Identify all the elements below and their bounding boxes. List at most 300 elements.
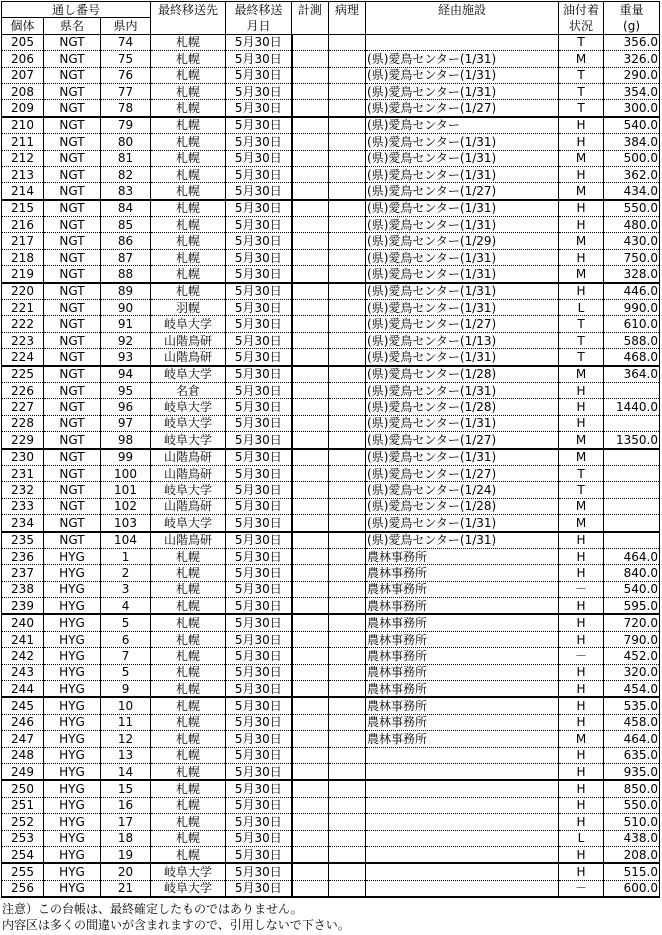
cell-transfer-date: 5月30日 bbox=[226, 332, 292, 348]
cell-pathology bbox=[329, 51, 366, 67]
cell-transfer-date: 5月30日 bbox=[226, 532, 292, 549]
cell-final-destination: 札幌 bbox=[151, 581, 226, 597]
cell-transfer-date: 5月30日 bbox=[226, 283, 292, 300]
cell-in-prefecture-no: 104 bbox=[101, 532, 151, 549]
cell-final-destination: 札幌 bbox=[151, 217, 226, 233]
cell-weight: 468.0 bbox=[604, 349, 660, 366]
cell-oil-status: H bbox=[559, 797, 604, 813]
cell-individual-no: 251 bbox=[2, 797, 44, 813]
cell-individual-no: 253 bbox=[2, 830, 44, 846]
cell-in-prefecture-no: 86 bbox=[101, 233, 151, 249]
cell-measurement bbox=[292, 648, 329, 664]
cell-transfer-date: 5月30日 bbox=[226, 648, 292, 664]
cell-in-prefecture-no: 81 bbox=[101, 150, 151, 166]
cell-oil-status: H bbox=[559, 681, 604, 698]
cell-via-facility bbox=[366, 880, 559, 897]
note-line-2: 内容区は多くの間違いが含まれますので、引用しないで下さい。 bbox=[2, 918, 350, 932]
cell-oil-status: H bbox=[559, 217, 604, 233]
cell-via-facility bbox=[366, 747, 559, 763]
cell-oil-status: － bbox=[559, 581, 604, 597]
table-row bbox=[2, 134, 660, 150]
cell-pathology bbox=[329, 581, 366, 597]
cell-via-facility: 農林事務所 bbox=[366, 598, 559, 615]
cell-in-prefecture-no: 1 bbox=[101, 548, 151, 564]
cell-via-facility: (県)愛鳥センター(1/31) bbox=[366, 532, 559, 549]
cell-via-facility: 農林事務所 bbox=[366, 631, 559, 647]
cell-final-destination: 山階鳥研 bbox=[151, 465, 226, 481]
cell-final-destination: 札幌 bbox=[151, 249, 226, 265]
cell-in-prefecture-no: 82 bbox=[101, 166, 151, 182]
cell-pathology bbox=[329, 300, 366, 316]
header-measurement: 計測 bbox=[292, 2, 329, 18]
cell-pathology bbox=[329, 100, 366, 117]
cell-transfer-date: 5月30日 bbox=[226, 631, 292, 647]
cell-via-facility bbox=[366, 814, 559, 830]
cell-oil-status: H bbox=[559, 714, 604, 730]
table-row bbox=[2, 763, 660, 780]
cell-prefecture: NGT bbox=[44, 100, 101, 117]
cell-weight bbox=[604, 498, 660, 514]
cell-final-destination: 札幌 bbox=[151, 664, 226, 680]
cell-oil-status: H bbox=[559, 283, 604, 300]
cell-pathology bbox=[329, 664, 366, 680]
cell-measurement bbox=[292, 283, 329, 300]
table-row bbox=[2, 349, 660, 366]
cell-individual-no: 250 bbox=[2, 780, 44, 797]
cell-in-prefecture-no: 101 bbox=[101, 482, 151, 498]
cell-prefecture: HYG bbox=[44, 697, 101, 714]
cell-pathology bbox=[329, 465, 366, 481]
cell-transfer-date: 5月30日 bbox=[226, 117, 292, 134]
cell-individual-no: 215 bbox=[2, 200, 44, 217]
cell-prefecture: NGT bbox=[44, 515, 101, 532]
table-row bbox=[2, 300, 660, 316]
cell-final-destination: 岐阜大学 bbox=[151, 515, 226, 532]
cell-in-prefecture-no: 84 bbox=[101, 200, 151, 217]
cell-pathology bbox=[329, 134, 366, 150]
cell-pathology bbox=[329, 614, 366, 631]
cell-measurement bbox=[292, 67, 329, 83]
cell-measurement bbox=[292, 34, 329, 50]
cell-measurement bbox=[292, 548, 329, 564]
cell-weight: 384.0 bbox=[604, 134, 660, 150]
table-row bbox=[2, 100, 660, 117]
cell-final-destination: 札幌 bbox=[151, 648, 226, 664]
cell-pathology bbox=[329, 565, 366, 581]
cell-prefecture: HYG bbox=[44, 814, 101, 830]
cell-individual-no: 234 bbox=[2, 515, 44, 532]
cell-oil-status: M bbox=[559, 731, 604, 747]
table-row bbox=[2, 648, 660, 664]
cell-final-destination: 札幌 bbox=[151, 846, 226, 863]
cell-oil-status: H bbox=[559, 598, 604, 615]
cell-prefecture: NGT bbox=[44, 51, 101, 67]
cell-pathology bbox=[329, 631, 366, 647]
cell-in-prefecture-no: 100 bbox=[101, 465, 151, 481]
cell-weight: 1350.0 bbox=[604, 432, 660, 449]
cell-via-facility: (県)愛鳥センター(1/27) bbox=[366, 100, 559, 117]
cell-prefecture: NGT bbox=[44, 233, 101, 249]
cell-via-facility bbox=[366, 797, 559, 813]
table-row bbox=[2, 117, 660, 134]
cell-measurement bbox=[292, 681, 329, 698]
cell-final-destination: 岐阜大学 bbox=[151, 482, 226, 498]
cell-pathology bbox=[329, 780, 366, 797]
cell-via-facility: 農林事務所 bbox=[366, 581, 559, 597]
cell-prefecture: NGT bbox=[44, 134, 101, 150]
cell-in-prefecture-no: 103 bbox=[101, 515, 151, 532]
cell-weight: 356.0 bbox=[604, 34, 660, 50]
cell-in-prefecture-no: 20 bbox=[101, 863, 151, 880]
cell-transfer-date: 5月30日 bbox=[226, 382, 292, 398]
cell-transfer-date: 5月30日 bbox=[226, 134, 292, 150]
cell-final-destination: 札幌 bbox=[151, 548, 226, 564]
cell-transfer-date: 5月30日 bbox=[226, 697, 292, 714]
cell-oil-status: T bbox=[559, 332, 604, 348]
cell-oil-status: H bbox=[559, 664, 604, 680]
table-row bbox=[2, 382, 660, 398]
cell-transfer-date: 5月30日 bbox=[226, 366, 292, 383]
cell-transfer-date: 5月30日 bbox=[226, 863, 292, 880]
cell-via-facility: 農林事務所 bbox=[366, 548, 559, 564]
cell-individual-no: 226 bbox=[2, 382, 44, 398]
cell-via-facility bbox=[366, 34, 559, 50]
cell-weight bbox=[604, 515, 660, 532]
table-row bbox=[2, 449, 660, 466]
cell-pathology bbox=[329, 233, 366, 249]
cell-pathology bbox=[329, 515, 366, 532]
cell-pathology bbox=[329, 814, 366, 830]
cell-in-prefecture-no: 88 bbox=[101, 266, 151, 283]
table-row bbox=[2, 565, 660, 581]
cell-final-destination: 札幌 bbox=[151, 631, 226, 647]
cell-prefecture: NGT bbox=[44, 300, 101, 316]
cell-weight: 610.0 bbox=[604, 316, 660, 332]
cell-final-destination: 山階鳥研 bbox=[151, 498, 226, 514]
cell-individual-no: 241 bbox=[2, 631, 44, 647]
cell-oil-status: H bbox=[559, 747, 604, 763]
cell-pathology bbox=[329, 283, 366, 300]
cell-individual-no: 235 bbox=[2, 532, 44, 549]
cell-oil-status: H bbox=[559, 415, 604, 431]
cell-final-destination: 札幌 bbox=[151, 183, 226, 200]
cell-pathology bbox=[329, 382, 366, 398]
cell-transfer-date: 5月30日 bbox=[226, 249, 292, 265]
cell-final-destination: 札幌 bbox=[151, 150, 226, 166]
table-row bbox=[2, 266, 660, 283]
cell-measurement bbox=[292, 399, 329, 415]
cell-prefecture: HYG bbox=[44, 863, 101, 880]
cell-weight: 464.0 bbox=[604, 548, 660, 564]
cell-via-facility: 農林事務所 bbox=[366, 664, 559, 680]
cell-measurement bbox=[292, 200, 329, 217]
cell-transfer-date: 5月30日 bbox=[226, 465, 292, 481]
table-row bbox=[2, 846, 660, 863]
cell-pathology bbox=[329, 532, 366, 549]
cell-individual-no: 221 bbox=[2, 300, 44, 316]
cell-pathology bbox=[329, 249, 366, 265]
cell-prefecture: HYG bbox=[44, 581, 101, 597]
cell-prefecture: HYG bbox=[44, 648, 101, 664]
header-tsushi-bango: 通し番号 bbox=[2, 2, 151, 18]
cell-oil-status: H bbox=[559, 863, 604, 880]
cell-transfer-date: 5月30日 bbox=[226, 166, 292, 182]
cell-oil-status: H bbox=[559, 166, 604, 182]
cell-prefecture: HYG bbox=[44, 565, 101, 581]
cell-final-destination: 札幌 bbox=[151, 117, 226, 134]
cell-weight bbox=[604, 415, 660, 431]
cell-weight: 935.0 bbox=[604, 763, 660, 780]
cell-via-facility: (県)愛鳥センター(1/31) bbox=[366, 349, 559, 366]
table-row bbox=[2, 183, 660, 200]
cell-transfer-date: 5月30日 bbox=[226, 399, 292, 415]
cell-pathology bbox=[329, 399, 366, 415]
cell-measurement bbox=[292, 763, 329, 780]
cell-measurement bbox=[292, 366, 329, 383]
cell-final-destination: 札幌 bbox=[151, 166, 226, 182]
cell-transfer-date: 5月30日 bbox=[226, 797, 292, 813]
cell-measurement bbox=[292, 863, 329, 880]
table-row bbox=[2, 614, 660, 631]
cell-measurement bbox=[292, 150, 329, 166]
cell-in-prefecture-no: 16 bbox=[101, 797, 151, 813]
cell-oil-status: － bbox=[559, 648, 604, 664]
cell-measurement bbox=[292, 51, 329, 67]
cell-via-facility: 農林事務所 bbox=[366, 648, 559, 664]
cell-oil-status: T bbox=[559, 482, 604, 498]
cell-individual-no: 224 bbox=[2, 349, 44, 366]
cell-in-prefecture-no: 5 bbox=[101, 614, 151, 631]
table-row bbox=[2, 316, 660, 332]
cell-measurement bbox=[292, 581, 329, 597]
cell-weight: 635.0 bbox=[604, 747, 660, 763]
table-row bbox=[2, 200, 660, 217]
cell-individual-no: 222 bbox=[2, 316, 44, 332]
table-row bbox=[2, 399, 660, 415]
cell-final-destination: 札幌 bbox=[151, 614, 226, 631]
cell-oil-status: T bbox=[559, 100, 604, 117]
cell-weight: 328.0 bbox=[604, 266, 660, 283]
cell-individual-no: 217 bbox=[2, 233, 44, 249]
table-row bbox=[2, 581, 660, 597]
cell-pathology bbox=[329, 316, 366, 332]
cell-weight: 1440.0 bbox=[604, 399, 660, 415]
table-row bbox=[2, 150, 660, 166]
cell-oil-status: M bbox=[559, 498, 604, 514]
cell-prefecture: NGT bbox=[44, 266, 101, 283]
cell-final-destination: 札幌 bbox=[151, 714, 226, 730]
cell-prefecture: NGT bbox=[44, 283, 101, 300]
cell-in-prefecture-no: 78 bbox=[101, 100, 151, 117]
cell-measurement bbox=[292, 183, 329, 200]
cell-via-facility: (県)愛鳥センター(1/31) bbox=[366, 449, 559, 466]
cell-in-prefecture-no: 95 bbox=[101, 382, 151, 398]
cell-prefecture: HYG bbox=[44, 614, 101, 631]
cell-transfer-date: 5月30日 bbox=[226, 266, 292, 283]
table-row bbox=[2, 814, 660, 830]
cell-oil-status: H bbox=[559, 200, 604, 217]
cell-weight: 840.0 bbox=[604, 565, 660, 581]
cell-in-prefecture-no: 19 bbox=[101, 846, 151, 863]
cell-weight: 362.0 bbox=[604, 166, 660, 182]
cell-via-facility bbox=[366, 863, 559, 880]
cell-transfer-date: 5月30日 bbox=[226, 449, 292, 466]
cell-prefecture: NGT bbox=[44, 399, 101, 415]
cell-individual-no: 256 bbox=[2, 880, 44, 897]
cell-pathology bbox=[329, 880, 366, 897]
cell-pathology bbox=[329, 67, 366, 83]
cell-measurement bbox=[292, 382, 329, 398]
cell-weight: 515.0 bbox=[604, 863, 660, 880]
table-row bbox=[2, 249, 660, 265]
cell-pathology bbox=[329, 598, 366, 615]
cell-pathology bbox=[329, 83, 366, 99]
cell-oil-status: M bbox=[559, 515, 604, 532]
cell-weight: 540.0 bbox=[604, 581, 660, 597]
cell-final-destination: 山階鳥研 bbox=[151, 349, 226, 366]
cell-oil-status: M bbox=[559, 432, 604, 449]
cell-pathology bbox=[329, 366, 366, 383]
cell-final-destination: 札幌 bbox=[151, 681, 226, 698]
cell-pathology bbox=[329, 863, 366, 880]
cell-oil-status: M bbox=[559, 233, 604, 249]
cell-pathology bbox=[329, 498, 366, 514]
cell-pathology bbox=[329, 449, 366, 466]
cell-transfer-date: 5月30日 bbox=[226, 100, 292, 117]
table-row bbox=[2, 830, 660, 846]
cell-oil-status: H bbox=[559, 532, 604, 549]
cell-final-destination: 岐阜大学 bbox=[151, 415, 226, 431]
cell-pathology bbox=[329, 763, 366, 780]
cell-in-prefecture-no: 93 bbox=[101, 349, 151, 366]
cell-transfer-date: 5月30日 bbox=[226, 432, 292, 449]
cell-weight: 510.0 bbox=[604, 814, 660, 830]
cell-measurement bbox=[292, 814, 329, 830]
cell-final-destination: 岐阜大学 bbox=[151, 880, 226, 897]
cell-measurement bbox=[292, 349, 329, 366]
cell-individual-no: 232 bbox=[2, 482, 44, 498]
table-row bbox=[2, 515, 660, 532]
table-row bbox=[2, 747, 660, 763]
cell-pathology bbox=[329, 415, 366, 431]
cell-final-destination: 札幌 bbox=[151, 731, 226, 747]
cell-individual-no: 220 bbox=[2, 283, 44, 300]
cell-final-destination: 札幌 bbox=[151, 134, 226, 150]
cell-individual-no: 249 bbox=[2, 763, 44, 780]
cell-individual-no: 237 bbox=[2, 565, 44, 581]
cell-prefecture: NGT bbox=[44, 415, 101, 431]
cell-final-destination: 札幌 bbox=[151, 565, 226, 581]
cell-transfer-date: 5月30日 bbox=[226, 217, 292, 233]
cell-measurement bbox=[292, 880, 329, 897]
header-blank-facility bbox=[366, 18, 559, 34]
cell-transfer-date: 5月30日 bbox=[226, 747, 292, 763]
cell-prefecture: NGT bbox=[44, 532, 101, 549]
cell-prefecture: NGT bbox=[44, 166, 101, 182]
cell-weight: 452.0 bbox=[604, 648, 660, 664]
cell-weight: 500.0 bbox=[604, 150, 660, 166]
cell-pathology bbox=[329, 150, 366, 166]
cell-in-prefecture-no: 79 bbox=[101, 117, 151, 134]
note-line-1: 注意）この台帳は、最終確定したものではありません。 bbox=[2, 902, 303, 916]
cell-measurement bbox=[292, 332, 329, 348]
cell-via-facility: (県)愛鳥センター(1/31) bbox=[366, 51, 559, 67]
cell-via-facility: 農林事務所 bbox=[366, 614, 559, 631]
cell-individual-no: 213 bbox=[2, 166, 44, 182]
cell-measurement bbox=[292, 846, 329, 863]
table-row bbox=[2, 283, 660, 300]
cell-measurement bbox=[292, 498, 329, 514]
cell-individual-no: 225 bbox=[2, 366, 44, 383]
cell-via-facility bbox=[366, 780, 559, 797]
cell-prefecture: HYG bbox=[44, 714, 101, 730]
cell-transfer-date: 5月30日 bbox=[226, 565, 292, 581]
cell-pathology bbox=[329, 117, 366, 134]
header-prefecture: 県名 bbox=[44, 18, 101, 34]
cell-measurement bbox=[292, 449, 329, 466]
table-row bbox=[2, 731, 660, 747]
cell-oil-status: L bbox=[559, 830, 604, 846]
table-row bbox=[2, 83, 660, 99]
cell-transfer-date: 5月30日 bbox=[226, 349, 292, 366]
cell-in-prefecture-no: 91 bbox=[101, 316, 151, 332]
table-row bbox=[2, 366, 660, 383]
cell-prefecture: HYG bbox=[44, 830, 101, 846]
cell-transfer-date: 5月30日 bbox=[226, 714, 292, 730]
cell-pathology bbox=[329, 548, 366, 564]
header-individual: 個体 bbox=[2, 18, 44, 34]
cell-oil-status: H bbox=[559, 763, 604, 780]
cell-transfer-date: 5月30日 bbox=[226, 233, 292, 249]
cell-via-facility: (県)愛鳥センター(1/28) bbox=[366, 399, 559, 415]
cell-transfer-date: 5月30日 bbox=[226, 83, 292, 99]
table-row bbox=[2, 548, 660, 564]
cell-in-prefecture-no: 2 bbox=[101, 565, 151, 581]
cell-transfer-date: 5月30日 bbox=[226, 846, 292, 863]
cell-via-facility: (県)愛鳥センター(1/31) bbox=[366, 515, 559, 532]
cell-measurement bbox=[292, 465, 329, 481]
cell-weight: 480.0 bbox=[604, 217, 660, 233]
cell-measurement bbox=[292, 532, 329, 549]
cell-prefecture: HYG bbox=[44, 664, 101, 680]
cell-weight: 326.0 bbox=[604, 51, 660, 67]
cell-measurement bbox=[292, 415, 329, 431]
cell-weight: 540.0 bbox=[604, 117, 660, 134]
cell-individual-no: 238 bbox=[2, 581, 44, 597]
cell-final-destination: 山階鳥研 bbox=[151, 532, 226, 549]
cell-oil-status: H bbox=[559, 249, 604, 265]
header-in-prefecture: 県内 bbox=[101, 18, 151, 34]
cell-via-facility: (県)愛鳥センター(1/31) bbox=[366, 283, 559, 300]
cell-measurement bbox=[292, 747, 329, 763]
cell-final-destination: 札幌 bbox=[151, 283, 226, 300]
cell-in-prefecture-no: 83 bbox=[101, 183, 151, 200]
cell-in-prefecture-no: 97 bbox=[101, 415, 151, 431]
cell-individual-no: 212 bbox=[2, 150, 44, 166]
cell-weight: 458.0 bbox=[604, 714, 660, 730]
cell-measurement bbox=[292, 100, 329, 117]
cell-prefecture: NGT bbox=[44, 83, 101, 99]
cell-via-facility: 農林事務所 bbox=[366, 714, 559, 730]
table-row bbox=[2, 34, 660, 50]
cell-measurement bbox=[292, 300, 329, 316]
cell-weight: 320.0 bbox=[604, 664, 660, 680]
cell-weight bbox=[604, 449, 660, 466]
cell-in-prefecture-no: 13 bbox=[101, 747, 151, 763]
cell-weight bbox=[604, 465, 660, 481]
cell-in-prefecture-no: 5 bbox=[101, 664, 151, 680]
cell-oil-status: M bbox=[559, 183, 604, 200]
